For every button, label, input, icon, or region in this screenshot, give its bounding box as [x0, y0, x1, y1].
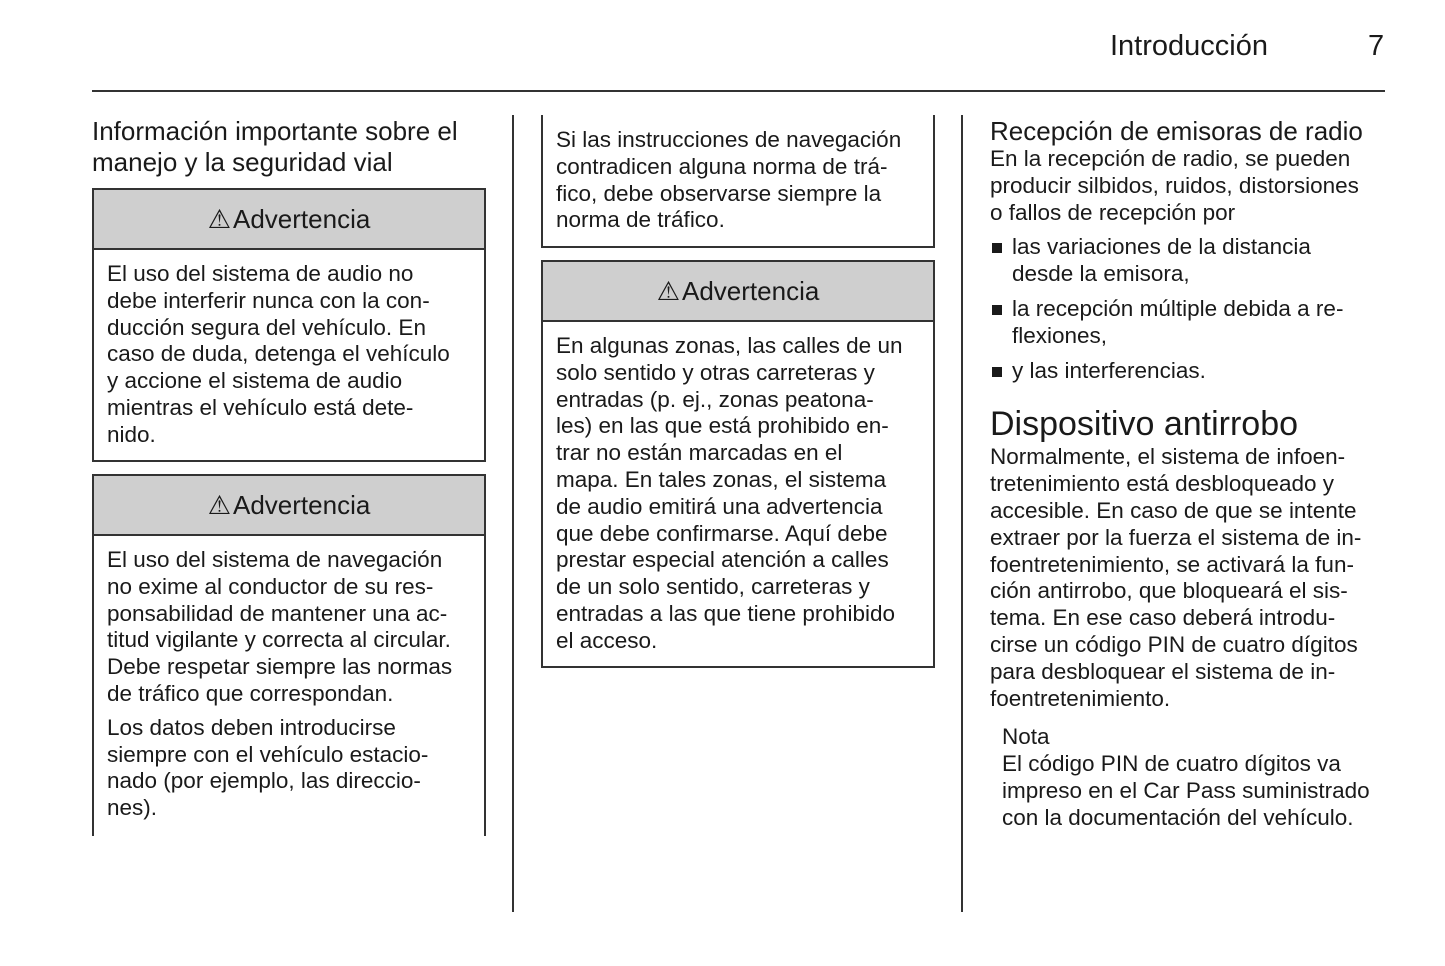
paragraph: Normalmente, el sistema de infoen- tretenimiento está desbloqueado y accesible. En caso de que se intente extraer por la fuerza el sistema de in- foentretenimiento, se activará la fun- ción antirrobo, que bloqueará el sis- tema. En ese caso deberá introdu- cirse un código PIN de cuatro dígitos para desbloquear el sistema de in- foentretenimiento.: [990, 444, 1362, 711]
warning-box-continued: [541, 115, 935, 248]
warning-triangle-icon: ⚠: [656, 275, 680, 306]
list-item: las variaciones de la distancia desde la emisora,: [990, 234, 1390, 288]
warning-text: Si las instrucciones de navegación contradicen alguna norma de trá- fico, debe observarse siempre la norma de tráfico.: [556, 127, 902, 233]
warning-header: [543, 262, 933, 322]
list-item: la recepción múltiple debida a re- flexiones,: [990, 296, 1390, 350]
warning-label: Advertencia: [233, 489, 371, 520]
warning-box: [92, 188, 486, 462]
section-title: Introducción: [1110, 30, 1268, 62]
note-text: El código PIN de cuatro dígitos va impreso en el Car Pass suministrado con la documentación del vehículo.: [1002, 751, 1370, 830]
warning-text: En algunas zonas, las calles de un solo sentido y otras carreteras y entradas (p. ej., zonas peatona- les) en las que está prohibido en- trar no están marcadas en el mapa. En tales zonas, el sistema de audio emitirá una advertencia que debe confirmarse. Aquí debe prestar especial atención a calles de un solo sentido, carreteras y entradas a las que tiene prohibido el acceso.: [556, 333, 903, 653]
warning-text: El uso del sistema de audio no debe interferir nunca con la con- ducción segura del vehículo. En caso de duda, detenga el vehículo y accione el sistema de audio mientras el vehículo está dete- nido.: [107, 261, 450, 447]
column-divider: [961, 115, 963, 912]
warning-header: [94, 190, 484, 250]
warning-text: Los datos deben introducirse siempre con el vehículo estacio- nado (por ejemplo, las direccio- nes).: [107, 714, 429, 821]
section-heading: Información importante sobre el manejo y la seguridad vial: [92, 116, 458, 177]
page-number: 7: [1368, 30, 1385, 62]
section-heading: Recepción de emisoras de radio: [990, 116, 1363, 146]
warning-header: [94, 476, 484, 536]
note: [990, 724, 1390, 831]
column-divider: [512, 115, 514, 912]
paragraph: En la recepción de radio, se pueden producir silbidos, ruidos, distorsiones o fallos de recepción por: [990, 146, 1359, 225]
warning-label: Advertencia: [233, 203, 371, 234]
warning-box: [92, 474, 486, 836]
list-item: y las interferencias.: [990, 358, 1390, 385]
warning-label: Advertencia: [682, 275, 820, 306]
warning-triangle-icon: ⚠: [207, 489, 231, 520]
warning-text: El uso del sistema de navegación no exime al conductor de su res- ponsabilidad de mantener una ac- titud vigilante y correcta al circular. Debe respetar siempre las normas de tráfico que correspondan.: [107, 547, 453, 706]
section-heading: Dispositivo antirrobo: [990, 405, 1299, 444]
warning-box: [541, 260, 935, 668]
warning-triangle-icon: ⚠: [207, 203, 231, 234]
header-rule: [92, 90, 1385, 92]
note-label: Nota: [1002, 724, 1050, 750]
column-3: [990, 116, 1390, 832]
